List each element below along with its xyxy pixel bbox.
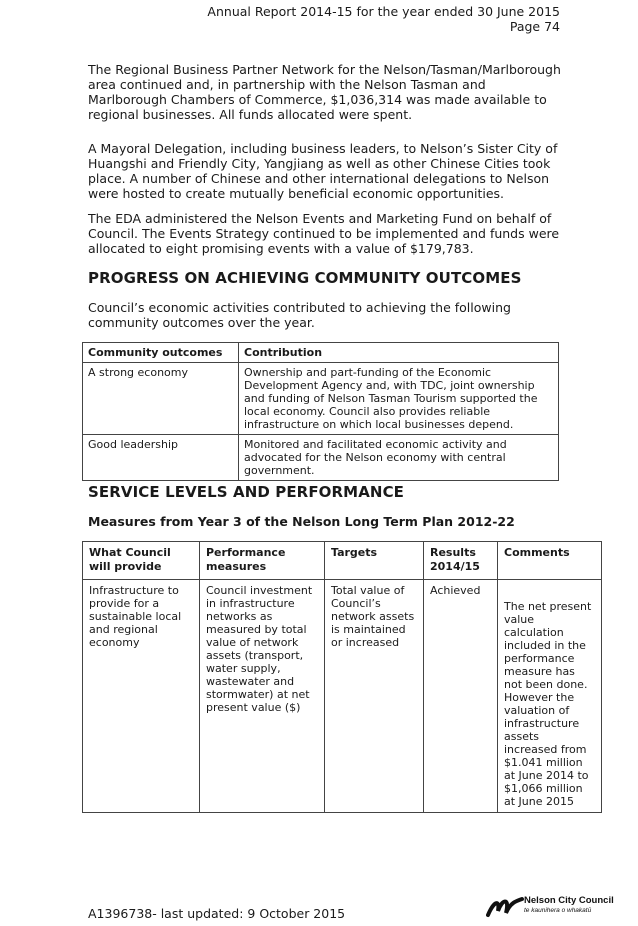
- service-levels-table: [82, 541, 602, 813]
- paragraph-events-fund: The EDA administered the Nelson Events and Marketing Fund on behalf of Council. The Events Strategy continued to be implemented and funds were allocated to eight promising events with a value of $179,783.: [88, 211, 560, 256]
- document-reference: A1396738- last updated: 9 October 2015: [88, 906, 346, 921]
- table-cell: Infrastructure to provide for a sustainable local and regional economy: [83, 580, 200, 813]
- table-row: [83, 580, 602, 813]
- paragraph-business-partner: The Regional Business Partner Network for the Nelson/Tasman/Marlborough area continued and, in partnership with the Nelson Tasman and Marlborough Chambers of Commerce, $1,036,314 was made available to regional businesses. All funds allocated were spent.: [88, 62, 561, 122]
- table-cell: Achieved: [424, 580, 498, 813]
- table-cell: The net present value calculation included in the performance measure has not been done. However the valuation of infrastructure assets increased from $1.041 million at June 2014 to $1,066 million at June 2015: [498, 580, 602, 813]
- community-outcomes-table: [82, 342, 559, 481]
- page-number: Page 74: [509, 19, 560, 34]
- community-outcomes-intro: Council’s economic activities contributed to achieving the following community outcomes over the year.: [88, 300, 511, 330]
- table-cell: Council investment in infrastructure networks as measured by total value of network assets (transport, water supply, wastewater and stormwater) at net present value ($): [200, 580, 325, 813]
- nelson-city-council-logo: [486, 893, 614, 921]
- table-cell: Total value of Council’s network assets is maintained or increased: [325, 580, 424, 813]
- column-header-contribution: Contribution: [239, 343, 559, 363]
- table-header-row: [83, 542, 602, 580]
- measures-subheading: Measures from Year 3 of the Nelson Long Term Plan 2012-22: [88, 514, 515, 529]
- section-heading-service-levels: SERVICE LEVELS AND PERFORMANCE: [88, 483, 405, 501]
- logo-tagline: te kaunihera o whakatū: [524, 907, 592, 914]
- column-header-what-council-will-provide: What Council will provide: [83, 542, 200, 580]
- table-header-row: [83, 343, 559, 363]
- table-cell: Monitored and facilitated economic activity and advocated for the Nelson economy with central government.: [239, 435, 559, 481]
- table-cell: A strong economy: [83, 363, 239, 435]
- table-row: [83, 363, 559, 435]
- paragraph-mayoral-delegation: A Mayoral Delegation, including business leaders, to Nelson’s Sister City of Huangshi and Friendly City, Yangjiang as well as other Chinese Cities took place. A number of Chinese and other international delegations to Nelson were hosted to create mutually beneficial economic opportunities.: [88, 141, 558, 201]
- page-header: [207, 4, 560, 34]
- logo-name: Nelson City Council: [524, 895, 614, 906]
- column-header-results: Results 2014/15: [424, 542, 498, 580]
- column-header-comments: Comments: [498, 542, 602, 580]
- table-row: [83, 435, 559, 481]
- table-cell: Good leadership: [83, 435, 239, 481]
- header-title: Annual Report 2014-15 for the year ended 30 June 2015: [207, 4, 560, 19]
- column-header-performance-measures: Performance measures: [200, 542, 325, 580]
- council-emblem-icon: [486, 893, 526, 919]
- table-cell: Ownership and part-funding of the Economic Development Agency and, with TDC, joint ownership and funding of Nelson Tasman Tourism supported the local economy. Council also provides reliable infrastructure on which local businesses depend.: [239, 363, 559, 435]
- column-header-community-outcomes: Community outcomes: [83, 343, 239, 363]
- section-heading-community-outcomes: PROGRESS ON ACHIEVING COMMUNITY OUTCOMES: [88, 269, 522, 287]
- column-header-targets: Targets: [325, 542, 424, 580]
